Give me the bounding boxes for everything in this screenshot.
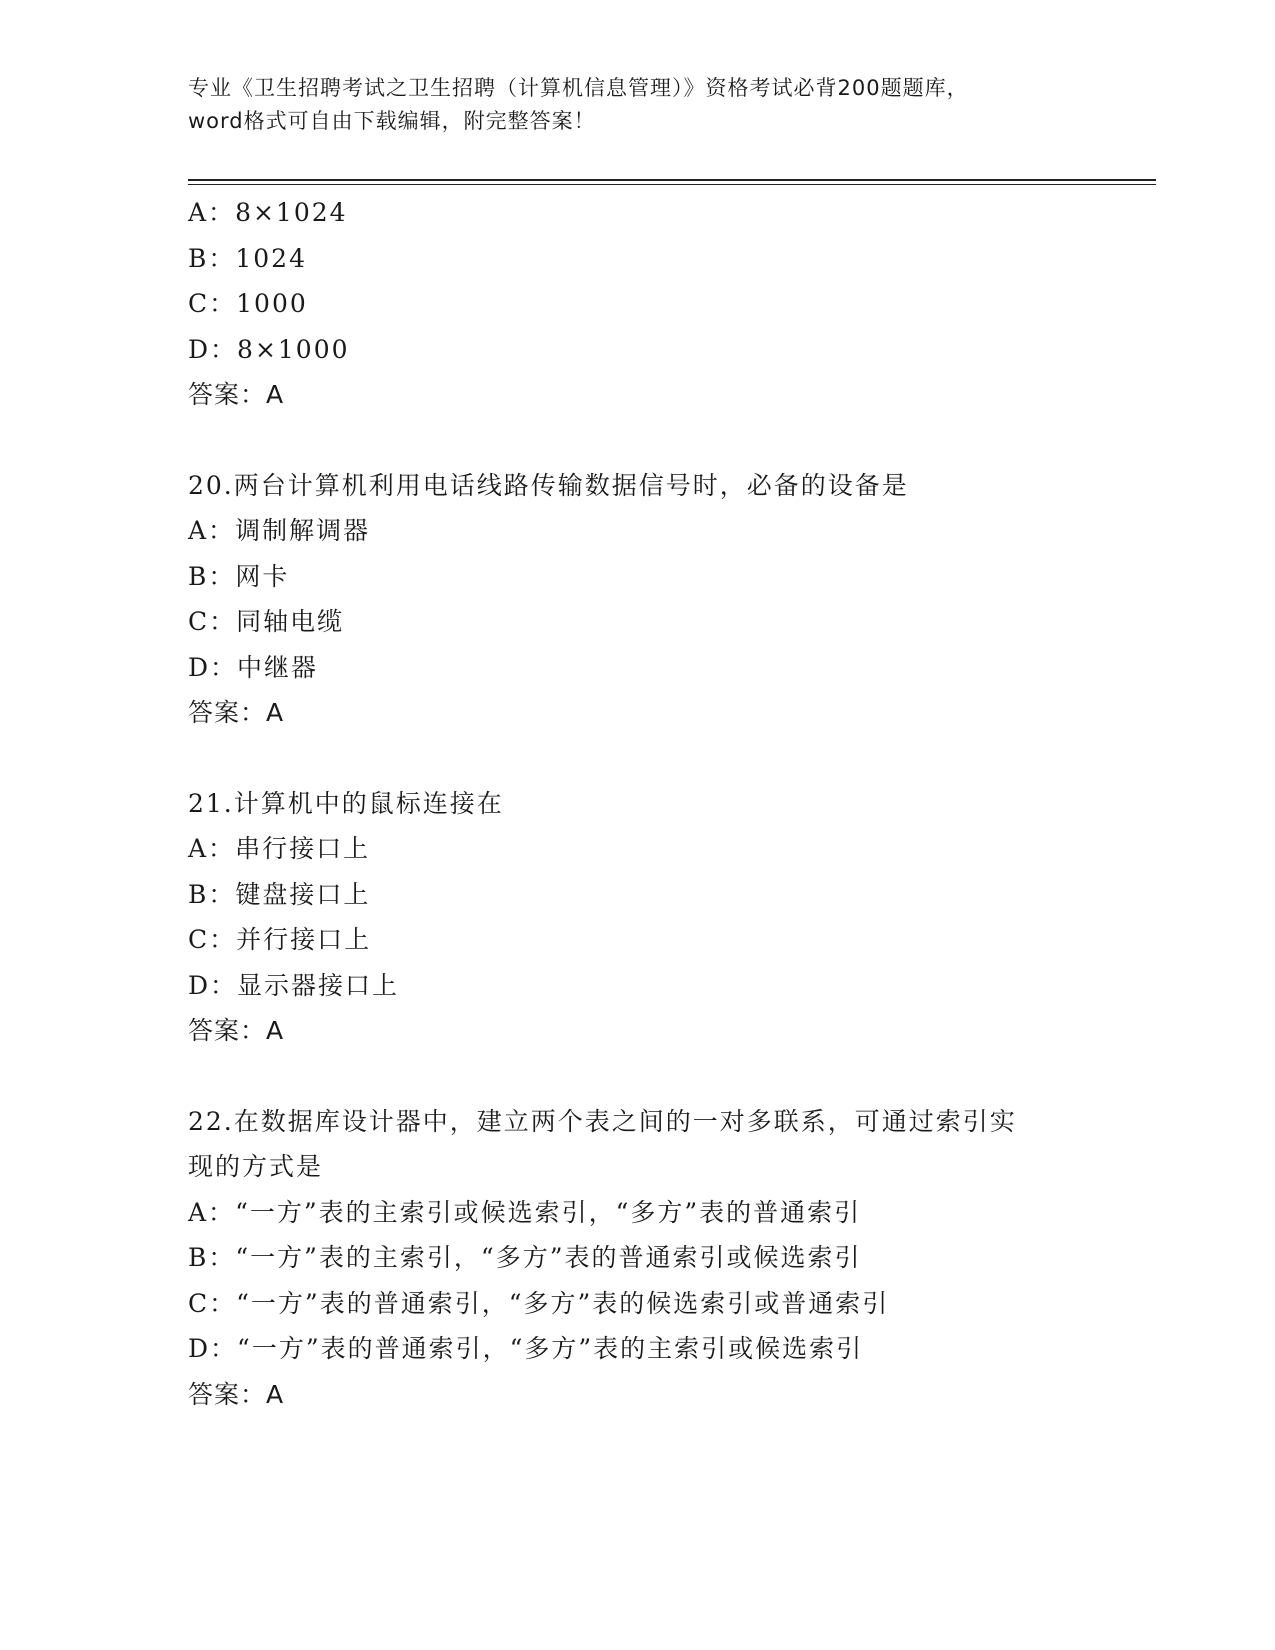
answer-line: 答案：A	[188, 698, 285, 727]
question-text: 20.两台计算机利用电话线路传输数据信号时，必备的设备是	[188, 470, 909, 500]
document-header	[188, 72, 1088, 138]
option-a	[188, 1190, 1118, 1236]
option-key: D：	[188, 1334, 238, 1363]
option-text: 8×1000	[237, 334, 350, 364]
question-list	[188, 190, 1118, 1417]
question-19	[188, 190, 1118, 418]
option-c	[188, 599, 1118, 645]
answer-line: 答案：A	[188, 1379, 285, 1409]
option-key: D：	[188, 970, 238, 1000]
option-key: C：	[188, 1288, 237, 1318]
option-c	[188, 281, 1118, 327]
header-title-line-1: 专业《卫生招聘考试之卫生招聘（计算机信息管理）》资格考试必背200题题库，	[188, 76, 969, 100]
option-key: A：	[188, 516, 236, 545]
option-key: B：	[188, 1243, 236, 1272]
option-c	[188, 917, 1118, 963]
option-key: A：	[188, 1197, 236, 1227]
option-text: 键盘接口上	[235, 879, 371, 909]
option-d	[188, 1326, 1118, 1372]
question-21	[188, 781, 1118, 1054]
answer-line: 答案：A	[188, 1016, 285, 1045]
option-key: B：	[188, 243, 236, 273]
option-text: 网卡	[235, 561, 290, 591]
option-d	[188, 645, 1118, 691]
option-text: 1000	[236, 289, 308, 318]
spacer	[188, 736, 1118, 781]
option-key: D：	[188, 334, 238, 364]
option-text: 并行接口上	[236, 925, 372, 954]
option-text: 显示器接口上	[237, 970, 400, 1000]
option-b	[188, 872, 1118, 918]
answer-line: 答案：A	[188, 380, 285, 409]
option-a	[188, 508, 1118, 554]
header-title-line-2: word格式可自由下载编辑，附完整答案！	[188, 109, 596, 133]
option-a	[188, 826, 1118, 872]
option-key: C：	[188, 925, 237, 954]
option-key: C：	[188, 607, 237, 636]
option-key: C：	[188, 289, 237, 318]
option-b	[188, 1235, 1118, 1281]
question-text-line-2: 现的方式是	[188, 1152, 324, 1181]
option-text: 1024	[235, 243, 307, 273]
option-a	[188, 190, 1118, 236]
option-text: 中继器	[237, 652, 319, 682]
option-key: A：	[188, 834, 236, 863]
option-text: “一方”表的普通索引，“多方”表的候选索引或普通索引	[236, 1288, 890, 1318]
option-text: “一方”表的普通索引，“多方”表的主索引或候选索引	[237, 1334, 864, 1363]
option-key: A：	[188, 198, 236, 227]
option-text: “一方”表的主索引或候选索引，“多方”表的普通索引	[235, 1197, 862, 1227]
question-text-line-1: 22.在数据库设计器中，建立两个表之间的一对多联系，可通过索引实	[188, 1106, 1017, 1136]
option-b	[188, 554, 1118, 600]
question-text: 21.计算机中的鼠标连接在	[188, 788, 504, 818]
header-divider	[188, 179, 1156, 185]
option-text: 同轴电缆	[236, 607, 345, 636]
option-text: 调制解调器	[235, 516, 371, 545]
option-key: B：	[188, 561, 236, 591]
option-b	[188, 236, 1118, 282]
question-20	[188, 463, 1118, 736]
option-key: B：	[188, 879, 236, 909]
option-text: “一方”表的主索引，“多方”表的普通索引或候选索引	[235, 1243, 862, 1272]
question-22	[188, 1099, 1118, 1418]
option-key: D：	[188, 652, 238, 682]
spacer	[188, 1054, 1118, 1099]
spacer	[188, 418, 1118, 463]
option-d	[188, 963, 1118, 1009]
option-d	[188, 327, 1118, 373]
option-c	[188, 1281, 1118, 1327]
option-text: 8×1024	[235, 198, 348, 227]
option-text: 串行接口上	[235, 834, 371, 863]
